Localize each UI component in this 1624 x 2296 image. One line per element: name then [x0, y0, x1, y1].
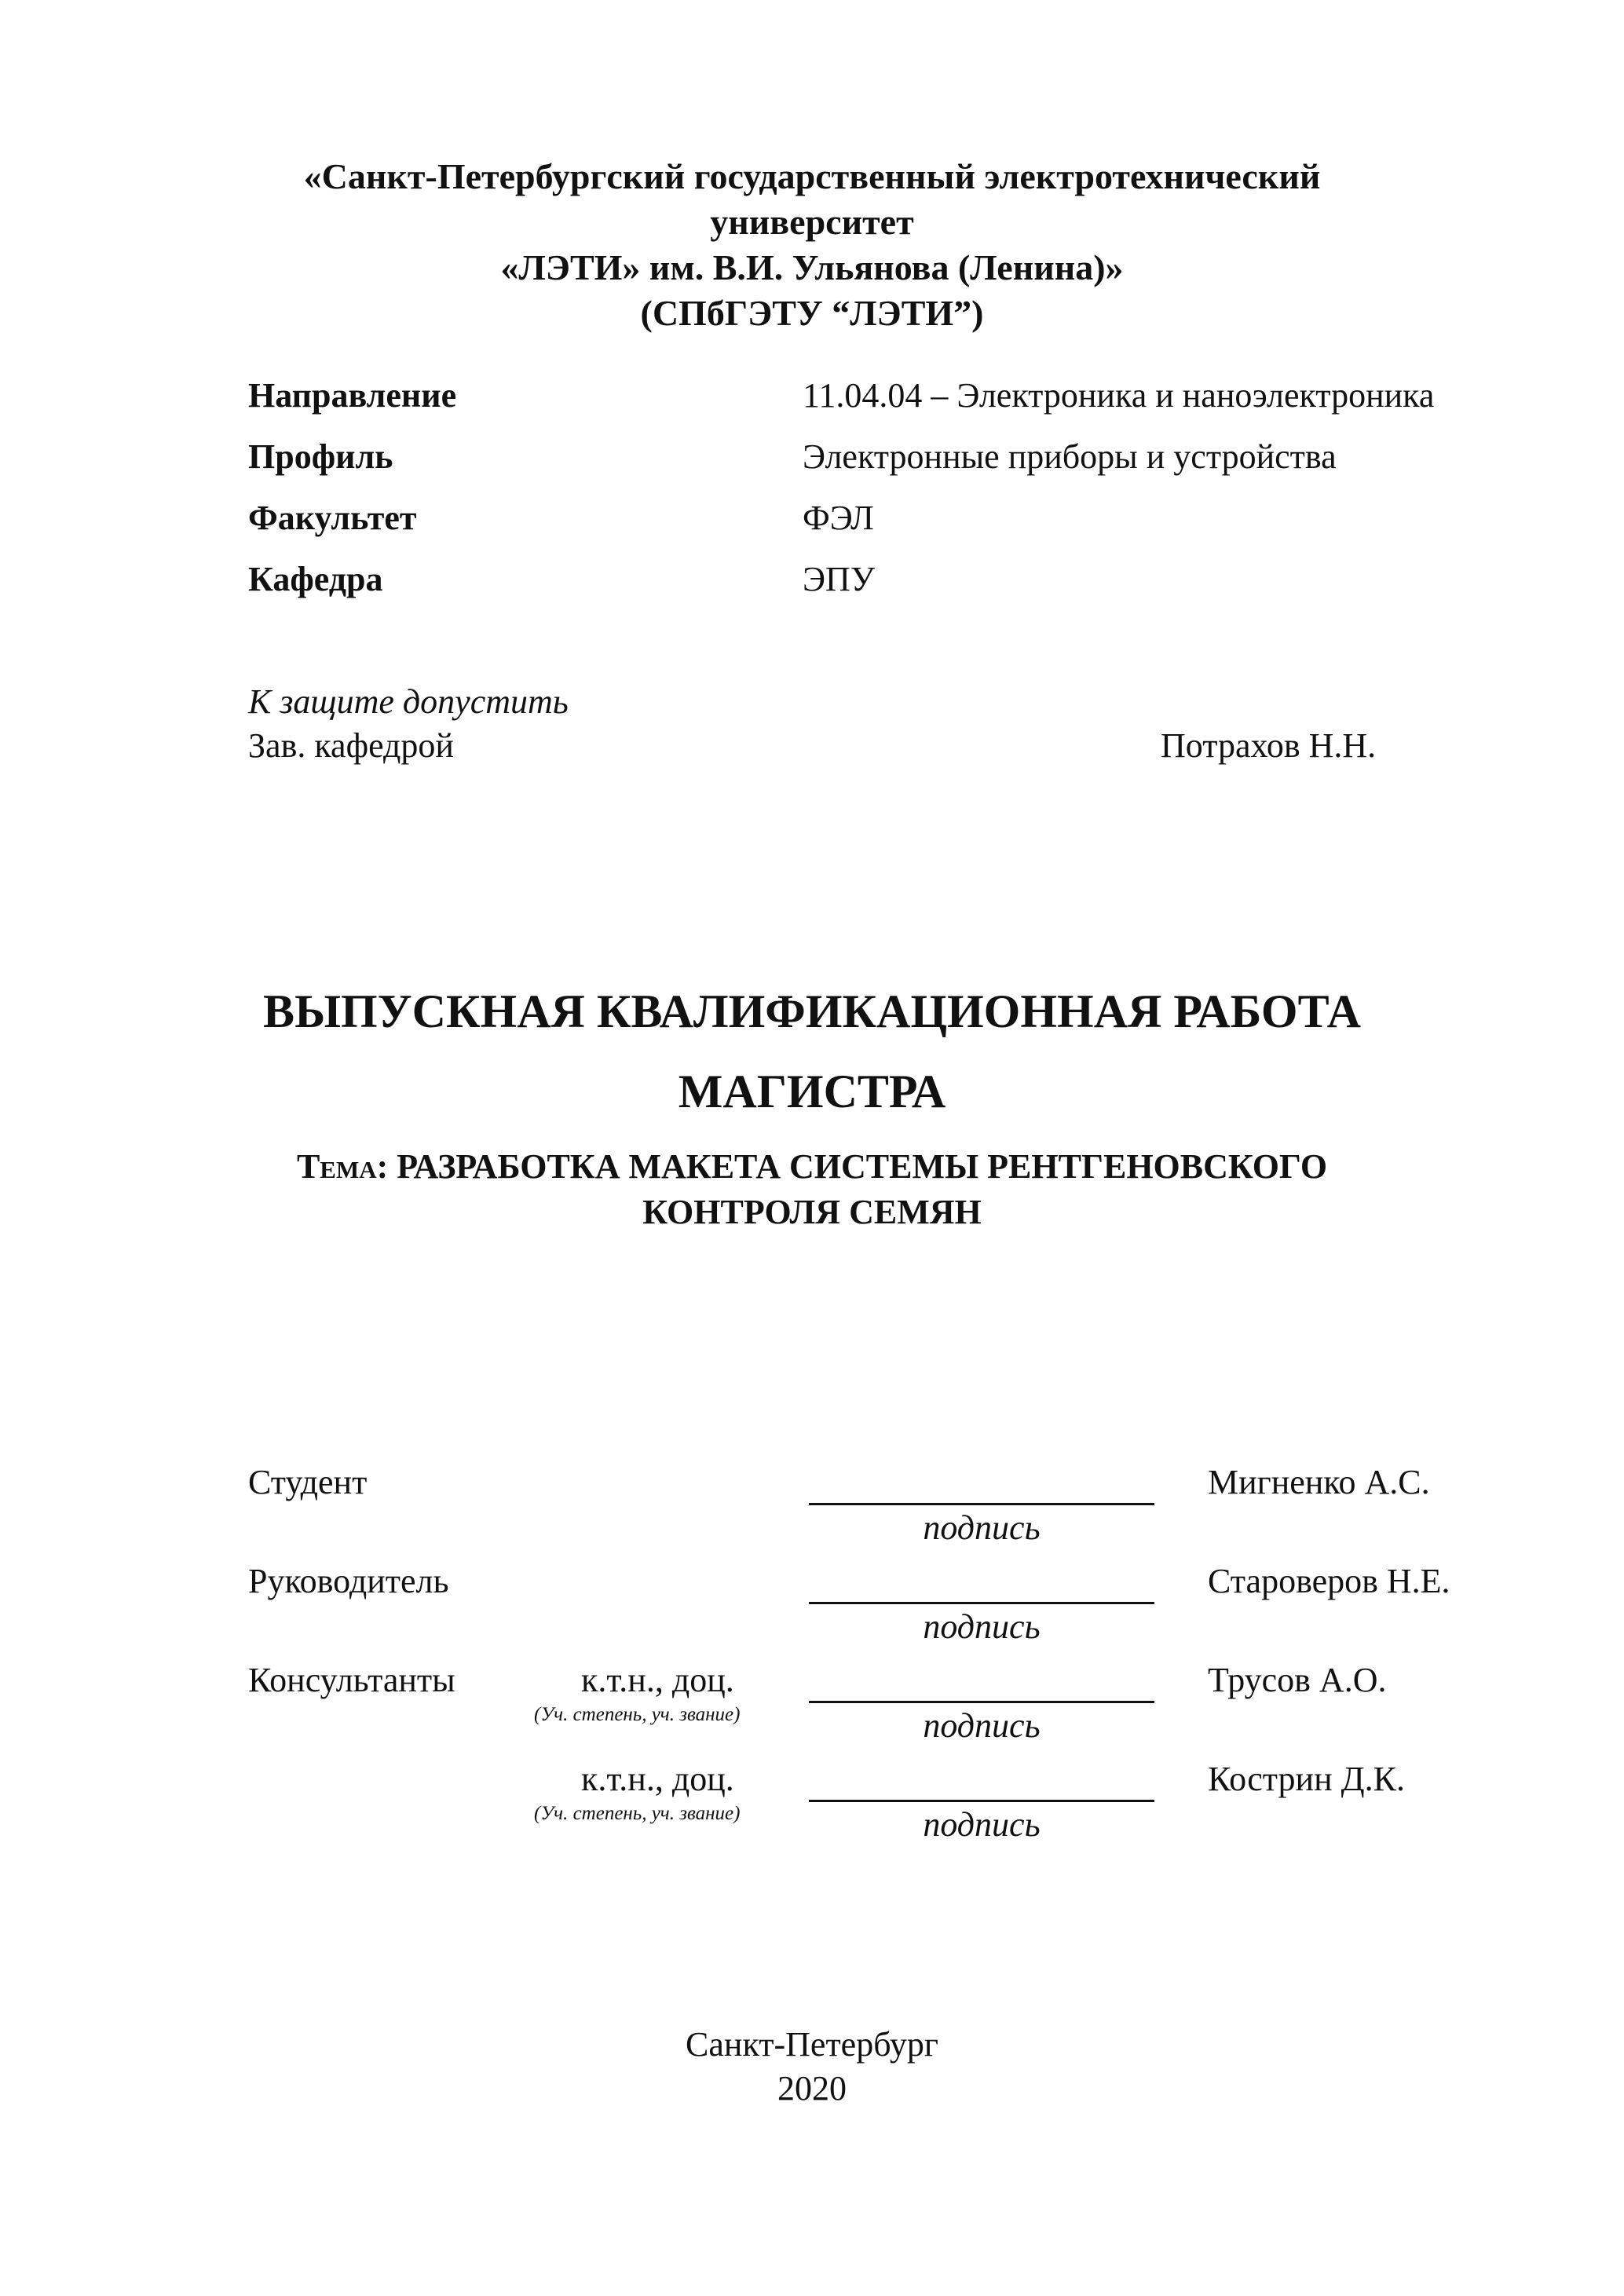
department-value: ЭПУ — [803, 560, 875, 598]
defense-approval-note: К защите допустить — [248, 682, 569, 721]
student-signature-line — [809, 1503, 1154, 1505]
consultant-1-degree-hint: (Уч. степень, уч. звание) — [534, 1704, 741, 1725]
faculty-value: ФЭЛ — [803, 499, 874, 537]
topic-text-line-1: РАЗРАБОТКА МАКЕТА СИСТЕМЫ РЕНТГЕНОВСКОГО — [397, 1147, 1328, 1186]
supervisor-name: Староверов Н.Е. — [1208, 1562, 1450, 1600]
student-name: Мигненко А.С. — [1208, 1463, 1430, 1501]
department-head-name: Потрахов Н.Н. — [1161, 726, 1377, 765]
student-signature-caption: подпись — [923, 1508, 1041, 1547]
university-name-line-2: университет — [710, 202, 914, 242]
document-title-line-2: МАГИСТРА — [678, 1066, 946, 1117]
consultant-1-signature-caption: подпись — [923, 1706, 1041, 1745]
university-name-line-3: «ЛЭТИ» им. В.И. Ульянова (Ленина)» — [500, 247, 1124, 287]
department-label: Кафедра — [248, 560, 383, 598]
consultant-2-degree: к.т.н., доц. — [581, 1760, 734, 1798]
consultant-1-signature-line — [809, 1701, 1154, 1703]
consultant-2-name: Кострин Д.К. — [1208, 1760, 1406, 1798]
consultant-2-signature-caption: подпись — [923, 1805, 1041, 1844]
topic-line-1 — [0, 1145, 1624, 1189]
consultant-1-degree: к.т.н., доц. — [581, 1661, 734, 1699]
direction-label: Направление — [248, 376, 457, 415]
profile-value: Электронные приборы и устройства — [803, 437, 1337, 476]
topic-prefix: Тема: — [296, 1147, 389, 1186]
department-head-label: Зав. кафедрой — [248, 726, 454, 765]
document-title-line-1: ВЫПУСКНАЯ КВАЛИФИКАЦИОННАЯ РАБОТА — [263, 985, 1361, 1037]
footer-year: 2020 — [777, 2069, 847, 2108]
consultant-2-signature-line — [809, 1800, 1154, 1802]
university-abbreviation: (СПбГЭТУ “ЛЭТИ”) — [640, 293, 984, 333]
student-role: Студент — [248, 1463, 368, 1501]
university-name-line-1: «Санкт-Петербургский государственный электротехнический — [303, 156, 1321, 196]
direction-value: 11.04.04 – Электроника и наноэлектроника — [803, 376, 1435, 415]
supervisor-role: Руководитель — [248, 1562, 449, 1600]
consultant-1-name: Трусов А.О. — [1208, 1661, 1387, 1699]
supervisor-signature-line — [809, 1602, 1154, 1604]
topic-text-line-2: КОНТРОЛЯ СЕМЯН — [642, 1193, 982, 1231]
supervisor-signature-caption: подпись — [923, 1607, 1041, 1646]
consultants-role: Консультанты — [248, 1661, 455, 1699]
faculty-label: Факультет — [248, 499, 417, 537]
profile-label: Профиль — [248, 437, 393, 476]
footer-city: Санкт-Петербург — [686, 2025, 938, 2064]
consultant-2-degree-hint: (Уч. степень, уч. звание) — [534, 1803, 741, 1824]
